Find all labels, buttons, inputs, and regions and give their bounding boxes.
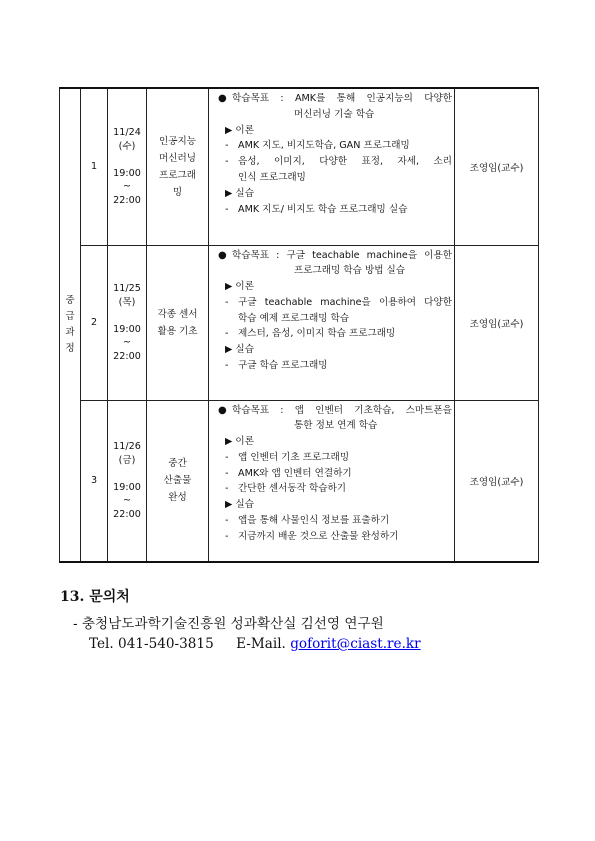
list-item: [218, 202, 452, 218]
session-subject-line: 각종 센서: [157, 308, 198, 320]
session-date-line: ~: [122, 495, 132, 507]
section-label: ▶ 이론: [225, 281, 254, 293]
list-item-text: AMK 지도/ 비지도 학습 프로그래밍 실습: [238, 203, 408, 215]
session-date-line: ~: [122, 181, 132, 193]
session-date-cell: [108, 400, 147, 562]
course-category-char: 과: [65, 327, 75, 338]
learning-goal: [218, 91, 452, 123]
list-item: [218, 466, 452, 482]
session-date-line: 11/24: [113, 127, 141, 139]
session-date-line: 19:00: [113, 481, 141, 493]
table-row: [60, 88, 539, 245]
list-item-text: 앱을 통해 사물인식 정보를 표출하기: [238, 515, 390, 527]
list-item: [218, 326, 452, 342]
list-item-text: 제스터, 음성, 이미지 학습 프로그래밍: [238, 328, 396, 340]
learning-goal-line: 학습목표 : 앱 인벤터 기초학습, 스마트폰을: [232, 404, 452, 416]
session-date-line: ~: [122, 337, 132, 348]
list-item: [218, 295, 452, 327]
session-date-cell: [108, 88, 147, 245]
dash-marker: -: [225, 515, 229, 527]
list-item-continuation: 인식 프로그래밍: [238, 171, 306, 183]
session-subject-cell: [147, 400, 209, 562]
list-item-text: AMK와 앱 인벤터 연결하기: [238, 467, 352, 479]
list-item: [218, 513, 452, 529]
session-number: 1: [81, 88, 108, 245]
dash-marker: -: [225, 360, 229, 372]
bullet-icon: ●: [218, 404, 227, 416]
contact-email-label: E-Mail.: [236, 636, 286, 652]
session-subject-line: 중간: [168, 458, 187, 470]
session-date-line: (수): [118, 140, 136, 152]
session-subject-line: 산출물: [163, 475, 192, 487]
dash-marker: -: [225, 328, 229, 340]
session-date-line: 11/26: [113, 441, 141, 453]
session-date-line: [108, 467, 146, 481]
bullet-icon: ●: [218, 93, 227, 104]
contact-email-link[interactable]: goforit@ciast.re.kr: [290, 636, 421, 652]
list-item-continuation: 학습 예제 프로그래밍 학습: [238, 312, 350, 324]
session-date-line: (금): [118, 454, 136, 466]
dash-marker: -: [225, 483, 229, 495]
list-item-text: 음성, 이미지, 다양한 표정, 자세, 소리: [238, 156, 452, 168]
instructor-name: 조영임(교수): [455, 400, 539, 562]
table-row: [60, 400, 539, 562]
contact-organization: - 충청남도과학기술진흥원 성과확산실 김선영 연구원: [73, 616, 384, 632]
list-item-text: 간단한 센서동작 학습하기: [238, 483, 347, 495]
session-date-line: 22:00: [113, 350, 141, 362]
dash-marker: -: [225, 451, 229, 463]
session-date-line: 19:00: [113, 167, 141, 179]
course-category-cell: [60, 88, 81, 562]
list-item: [218, 358, 452, 374]
session-subject-cell: [147, 245, 209, 400]
section-label: ▶ 실습: [225, 187, 254, 199]
schedule-table: [59, 87, 539, 563]
contact-heading: 13. 문의처: [60, 589, 130, 605]
session-subject-line: 완성: [168, 492, 187, 504]
session-date-line: 22:00: [113, 194, 141, 206]
instructor-name: 조영임(교수): [455, 245, 539, 400]
section-label: ▶ 이론: [225, 124, 254, 136]
learning-goal-line: 학습목표 : AMK를 통해 인공지능의 다양한: [232, 93, 452, 104]
learning-goal: [218, 248, 452, 280]
table-row: [60, 245, 539, 400]
list-item: [218, 481, 452, 497]
list-item: [218, 529, 452, 545]
learning-goal-line: 학습목표 : 구글 teachable machine을 이용한: [232, 249, 452, 261]
session-subject-line: 밍: [172, 186, 183, 198]
dash-marker: -: [225, 530, 229, 542]
course-category-char: 중: [65, 295, 75, 306]
session-date-line: 11/25: [113, 283, 141, 294]
learning-goal-line: 프로그래밍 학습 방법 실습: [294, 265, 406, 277]
session-date-line: [108, 153, 146, 167]
learning-goal: [218, 403, 452, 435]
dash-marker: -: [225, 296, 229, 308]
list-item-text: AMK 지도, 비지도학습, GAN 프로그래밍: [238, 140, 410, 152]
section-label: ▶ 실습: [225, 499, 254, 511]
list-item-text: 지금까지 배운 것으로 산출물 완성하기: [238, 530, 399, 542]
dash-marker: -: [225, 156, 229, 168]
session-subject-line: 프로그래: [158, 169, 197, 181]
bullet-icon: ●: [218, 249, 227, 261]
list-item-text: 구글 학습 프로그래밍: [238, 360, 328, 372]
learning-goal-line: 머신러닝 기술 학습: [294, 108, 375, 120]
session-subject-line: 인공지능: [158, 135, 197, 147]
course-category-char: 급: [65, 311, 75, 322]
session-date-line: 19:00: [113, 323, 141, 335]
session-date-line: [108, 309, 146, 323]
course-category-char: 정: [65, 343, 75, 354]
list-item-text: 앱 인벤터 기초 프로그래밍: [238, 451, 350, 463]
session-subject-cell: [147, 88, 209, 245]
session-content-cell: [209, 245, 455, 400]
list-item-text: 구글 teachable machine을 이용하여 다양한: [238, 296, 452, 308]
list-item: [218, 154, 452, 186]
list-item: [218, 450, 452, 466]
session-date-line: (목): [118, 296, 136, 308]
contact-details: [89, 636, 421, 652]
session-number: 2: [81, 245, 108, 400]
list-item: [218, 138, 452, 154]
dash-marker: -: [225, 140, 229, 152]
session-content-cell: [209, 400, 455, 562]
session-content-cell: [209, 88, 455, 245]
dash-marker: -: [225, 203, 229, 215]
session-number: 3: [81, 400, 108, 562]
session-subject-line: 머신러닝: [158, 152, 197, 164]
instructor-name: 조영임(교수): [455, 88, 539, 245]
section-label: ▶ 실습: [225, 344, 254, 356]
session-date-line: 22:00: [113, 508, 141, 520]
contact-tel: Tel. 041-540-3815: [89, 636, 214, 652]
section-label: ▶ 이론: [225, 436, 254, 448]
dash-marker: -: [225, 467, 229, 479]
learning-goal-line: 통한 정보 연계 학습: [294, 420, 378, 432]
session-subject-line: 활용 기초: [157, 325, 198, 337]
session-date-cell: [108, 245, 147, 400]
